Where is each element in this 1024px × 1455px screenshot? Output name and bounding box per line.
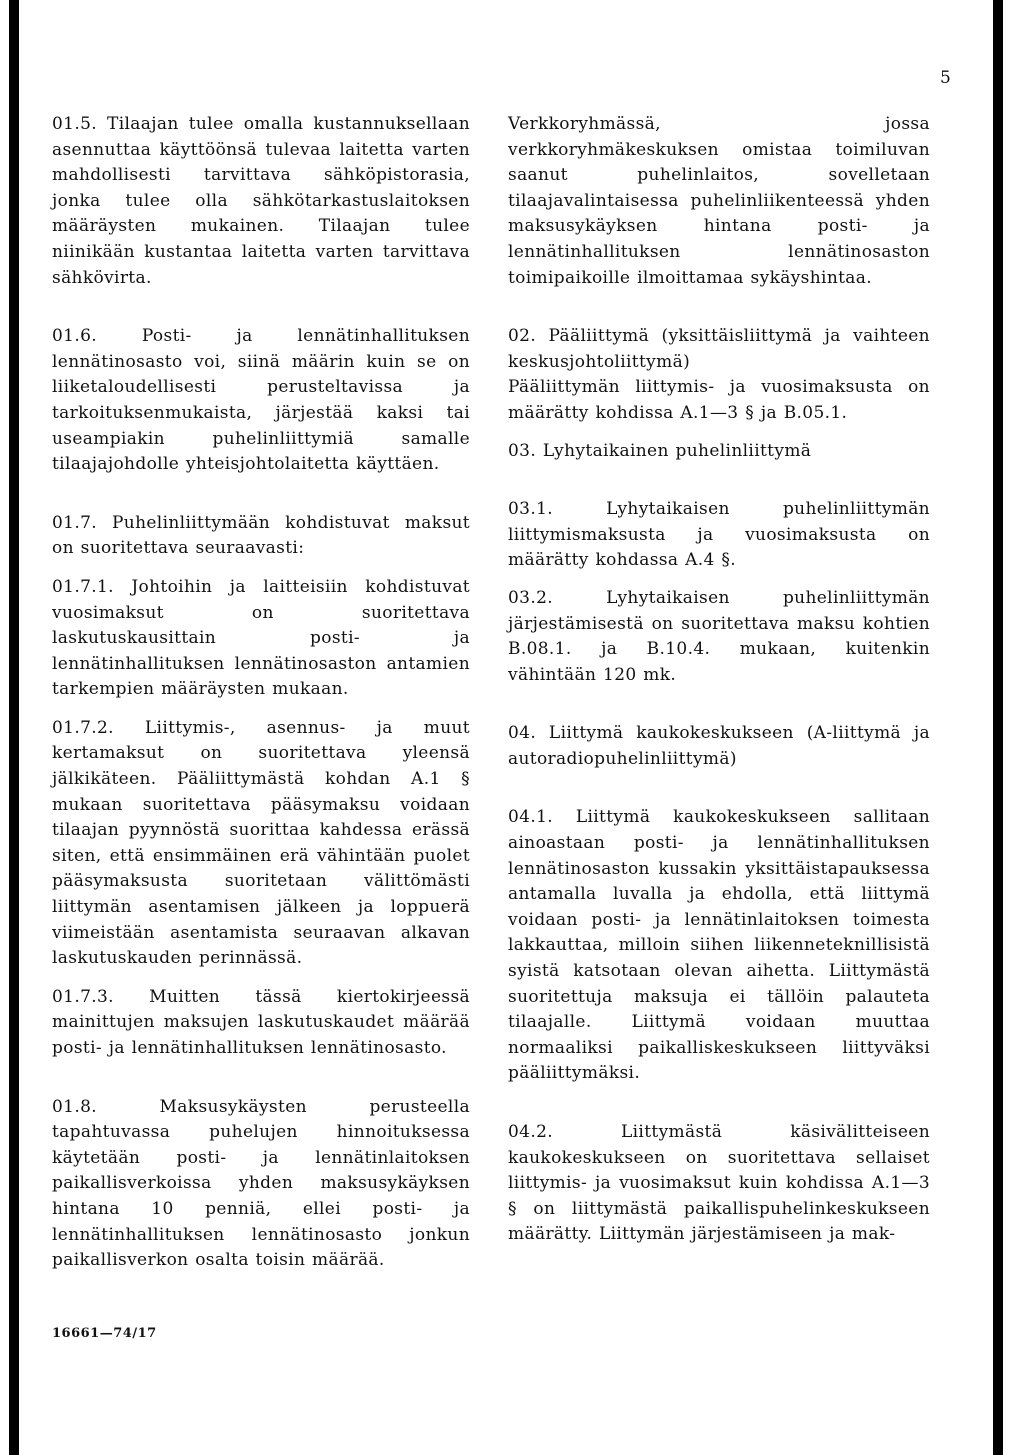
section-02-body: Pääliittymän liittymis- ja vuosimaksusta on määrätty kohdissa A.1—3 § ja B.05.1. — [508, 377, 930, 423]
paragraph-01-6: 01.6. Posti- ja lennätinhallituksen lennätinosasto voi, siinä määrin kuin se on liiketaloudellisesti perusteltavissa ja tarkoituksenmukaista, järjestää kaksi tai useampiakin puhelinliittymiä samalle tilaajajohdolle yhteisjohtolaitetta käyttäen. — [52, 326, 470, 475]
section-04-heading: 04. Liittymä kaukokeskukseen (A-liittymä ja autoradiopuhelinliittymä) — [508, 723, 930, 769]
paragraph-01-7-1: 01.7.1. Johtoihin ja laitteisiin kohdistuvat vuosimaksut on suoritettava laskutuskausittain posti- ja lennätinhallituksen lennätinosaston antamien tarkempien määräysten mukaan. — [52, 576, 470, 700]
section-02-heading: 02. Pääliittymä (yksittäisliittymä ja vaihteen keskusjohtoliittymä) — [508, 326, 930, 372]
scan-edge-left — [9, 0, 19, 1455]
scan-edge-right — [993, 0, 1003, 1455]
paragraph-continuation: Verkkoryhmässä, jossa verkkoryhmäkeskuksen omistaa toimiluvan saanut puhelinlaitos, sovelletaan tilaajavalintaisessa puhelinliikenteessä yhden maksusykäyksen hintana posti- ja lennätinhallituksen lennätinosaston toimipaikoille ilmoittamaa sykäyshintaa. — [508, 114, 930, 288]
paragraph-03-2: 03.2. Lyhytaikaisen puhelinliittymän järjestämisestä on suoritettava maksu kohtien B.08.1. ja B.10.4. mukaan, kuitenkin vähintään 120 mk. — [508, 587, 930, 685]
paragraph-01-7: 01.7. Puhelinliittymään kohdistuvat maksut on suoritettava seuraavasti: — [52, 512, 470, 559]
left-column — [52, 112, 470, 1274]
paragraph-01-7-2: 01.7.2. Liittymis-, asennus- ja muut kertamaksut on suoritettava yleensä jälkikäteen. Pääliittymästä kohdan A.1 § mukaan suoritettava pääsymaksu voidaan tilaajan pyynnöstä suorittaa kahdessa erässä siten, että ensimmäinen erä vähintään puolet pääsymaksusta suoritetaan välittömästi liittymän asentamisen jälkeen ja loppuerä viimeistään asentamista seuraavan alkavan laskutuskauden perinnässä. — [52, 717, 470, 969]
section-03-heading: 03. Lyhytaikainen puhelinliittymä — [508, 440, 812, 461]
page-number: 5 — [940, 68, 951, 88]
paragraph-03-1: 03.1. Lyhytaikaisen puhelinliittymän liittymismaksusta ja vuosimaksusta on määrätty kohdassa A.4 §. — [508, 499, 930, 571]
paragraph-04-1: 04.1. Liittymä kaukokeskukseen sallitaan ainoastaan posti- ja lennätinhallituksen lennätinosaston kussakin yksittäistapauksessa antamalla luvalla ja ehdolla, että liittymä voidaan posti- ja lennätinlaitoksen toimesta lakkauttaa, milloin siihen liikenneteknillisistä syistä katsotaan olevan aihetta. Liittymästä suoritettuja maksuja ei tällöin palauteta tilaajalle. Liittymä voidaan muuttaa normaaliksi paikalliskeskukseen liittyväksi pääliittymäksi. — [508, 807, 930, 1084]
paragraph-01-5: 01.5. Tilaajan tulee omalla kustannuksellaan asennuttaa käyttöönsä tulevaa laitetta varten mahdollisesti tarvittava sähköpistorasia, jonka tulee olla sähkötarkastuslaitoksen määräysten mukainen. Tilaajan tulee niinikään kustantaa laitetta varten tarvittava sähkövirta. — [52, 114, 470, 288]
paragraph-01-7-3: 01.7.3. Muitten tässä kiertokirjeessä mainittujen maksujen laskutuskaudet määrää posti- ja lennätinhallituksen lennätinosasto. — [52, 986, 470, 1058]
footer-code: 16661—74/17 — [52, 1326, 157, 1341]
right-column — [508, 112, 930, 1248]
paragraph-04-2: 04.2. Liittymästä käsivälitteiseen kaukokeskukseen on suoritettava sellaiset liittymis- ja vuosimaksut kuin kohdissa A.1—3 § on liittymästä paikallispuhelinkeskukseen määrätty. Liittymän järjestämiseen ja mak- — [508, 1122, 930, 1245]
paragraph-01-8: 01.8. Maksusykäysten perusteella tapahtuvassa puhelujen hinnoituksessa käytetään posti- ja lennätinlaitoksen paikallisverkoissa yhden maksusykäyksen hintana 10 penniä, ellei posti- ja lennätinhallituksen lennätinosasto jonkun paikallisverkon osalta toisin määrää. — [52, 1096, 470, 1271]
